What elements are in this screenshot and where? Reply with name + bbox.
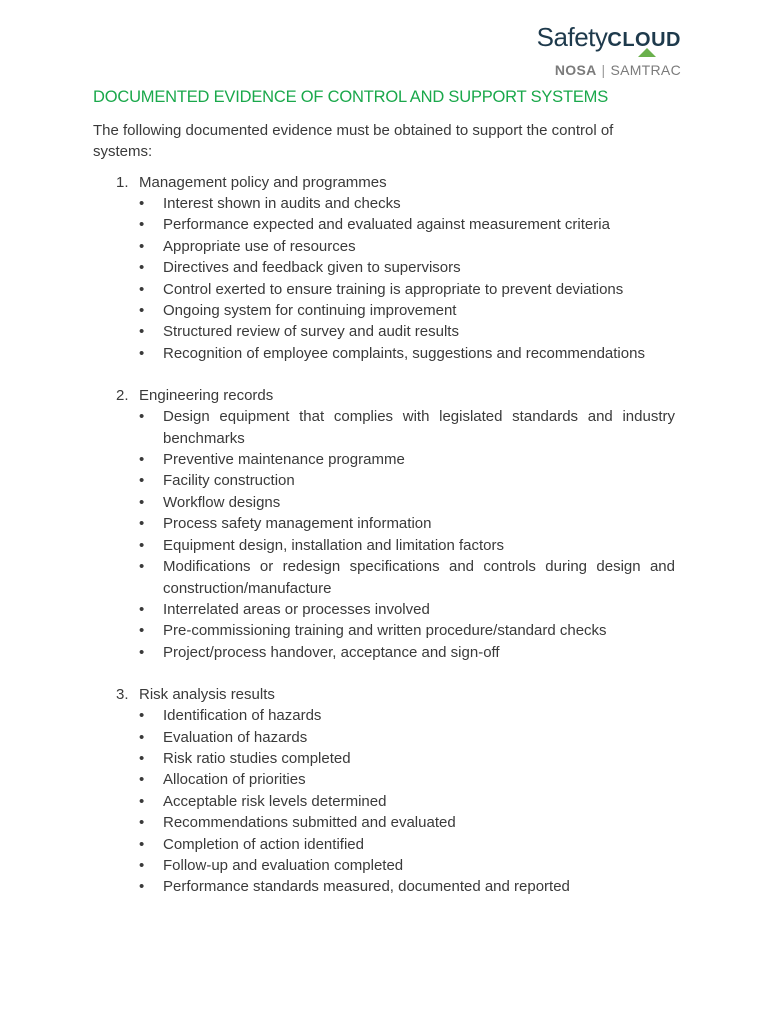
list-item-text: Risk ratio studies completed — [163, 749, 351, 767]
list-item-text: Pre-commissioning training and written procedure/standard checks — [163, 622, 607, 640]
bullet-icon: • — [139, 728, 145, 746]
list-item — [93, 556, 675, 599]
logo-separator: | — [601, 62, 606, 78]
section-1 — [93, 172, 675, 364]
list-item — [93, 449, 675, 470]
list-item — [93, 492, 675, 513]
list-item-text: Structured review of survey and audit results — [163, 323, 459, 341]
bullet-icon: • — [139, 792, 145, 810]
section-title — [93, 172, 675, 193]
evidence-sections — [93, 172, 675, 919]
list-item — [93, 214, 675, 235]
list-item-text: Facility construction — [163, 472, 295, 490]
section-3 — [93, 684, 675, 898]
section-title — [93, 385, 675, 406]
section-title-text: Engineering records — [139, 387, 274, 405]
bullet-icon: • — [139, 771, 145, 789]
bullet-icon: • — [139, 493, 145, 511]
logo-wordmark — [537, 24, 681, 50]
bullet-icon: • — [139, 451, 145, 469]
bullet-icon: • — [139, 195, 145, 212]
list-item-text: Design equipment that complies with legislated standards and industry benchmarks — [163, 408, 675, 447]
bullet-icon: • — [139, 237, 145, 255]
bullet-list — [93, 705, 675, 898]
bullet-icon: • — [139, 749, 145, 767]
bullet-icon: • — [139, 643, 145, 661]
list-item — [93, 257, 675, 278]
list-item — [93, 748, 675, 769]
bullet-icon: • — [139, 558, 145, 576]
section-number: 2. — [116, 387, 129, 405]
list-item-text: Identification of hazards — [163, 707, 322, 725]
list-item-text: Completion of action identified — [163, 835, 364, 853]
bullet-icon: • — [139, 622, 145, 640]
list-item-text: Acceptable risk levels determined — [163, 792, 387, 810]
bullet-icon: • — [139, 280, 145, 298]
list-item-text: Evaluation of hazards — [163, 728, 308, 746]
page-heading: DOCUMENTED EVIDENCE OF CONTROL AND SUPPORT SYSTEMS — [93, 88, 609, 106]
list-item — [93, 193, 675, 214]
section-number: 1. — [116, 174, 129, 191]
bullet-icon: • — [139, 259, 145, 277]
list-item — [93, 791, 675, 812]
safetycloud-logo — [537, 24, 681, 78]
bullet-icon: • — [139, 856, 145, 874]
section-title — [93, 684, 675, 705]
section-title-text: Management policy and programmes — [139, 174, 387, 191]
logo-nosa-text: NOSA — [554, 62, 597, 78]
list-item — [93, 406, 675, 449]
logo-samtrac-text: SAMTRAC — [610, 62, 681, 78]
bullet-icon: • — [139, 707, 145, 725]
list-item-text: Preventive maintenance programme — [163, 451, 405, 469]
list-item — [93, 300, 675, 321]
bullet-icon: • — [139, 408, 145, 426]
list-item-text: Equipment design, installation and limitation factors — [163, 536, 505, 554]
list-item — [93, 642, 675, 663]
list-item — [93, 599, 675, 620]
list-item-text: Control exerted to ensure training is appropriate to prevent deviations — [163, 280, 624, 298]
section-title-text: Risk analysis results — [139, 686, 275, 704]
bullet-icon: • — [139, 472, 145, 490]
list-item-text: Performance standards measured, documented and reported — [163, 878, 570, 896]
list-item-text: Recognition of employee complaints, suggestions and recommendations — [163, 344, 645, 362]
list-item-text: Appropriate use of resources — [163, 237, 356, 255]
list-item-text: Performance expected and evaluated against measurement criteria — [163, 216, 610, 234]
list-item — [93, 855, 675, 876]
list-item — [93, 470, 675, 491]
list-item — [93, 705, 675, 726]
list-item — [93, 343, 675, 364]
list-item-text: Directives and feedback given to supervisors — [163, 259, 461, 277]
bullet-list — [93, 406, 675, 663]
list-item — [93, 321, 675, 342]
bullet-icon: • — [139, 302, 145, 320]
bullet-icon: • — [139, 814, 145, 832]
list-item-text: Interrelated areas or processes involved — [163, 600, 430, 618]
list-item — [93, 535, 675, 556]
list-item-text: Workflow designs — [163, 493, 281, 511]
section-2 — [93, 385, 675, 663]
list-item — [93, 812, 675, 833]
logo-cloud-text: CLOUD — [607, 29, 681, 51]
list-item — [93, 727, 675, 748]
list-item — [93, 279, 675, 300]
list-item-text: Recommendations submitted and evaluated — [163, 814, 456, 832]
bullet-icon: • — [139, 344, 145, 362]
list-item-text: Interest shown in audits and checks — [163, 195, 401, 212]
bullet-icon: • — [139, 600, 145, 618]
bullet-icon: • — [139, 536, 145, 554]
list-item-text: Process safety management information — [163, 515, 432, 533]
list-item — [93, 769, 675, 790]
logo-triangle-icon — [638, 48, 656, 57]
list-item-text: Ongoing system for continuing improvement — [163, 302, 457, 320]
list-item-text: Allocation of priorities — [163, 771, 306, 789]
list-item-text: Follow-up and evaluation completed — [163, 856, 404, 874]
list-item — [93, 620, 675, 641]
list-item-text: Modifications or redesign specifications and controls during design and construction/manufacture — [163, 558, 675, 597]
bullet-icon: • — [139, 216, 145, 234]
list-item — [93, 236, 675, 257]
bullet-icon: • — [139, 878, 145, 896]
logo-subline — [537, 62, 681, 78]
list-item-text: Project/process handover, acceptance and sign-off — [163, 643, 500, 661]
bullet-icon: • — [139, 515, 145, 533]
bullet-icon: • — [139, 835, 145, 853]
list-item — [93, 876, 675, 897]
section-number: 3. — [116, 686, 129, 704]
bullet-icon: • — [139, 323, 145, 341]
intro-paragraph: The following documented evidence must be obtained to support the control of systems: — [93, 122, 614, 160]
logo-safety-text: Safety — [536, 22, 608, 52]
bullet-list — [93, 193, 675, 364]
list-item — [93, 513, 675, 534]
list-item — [93, 834, 675, 855]
